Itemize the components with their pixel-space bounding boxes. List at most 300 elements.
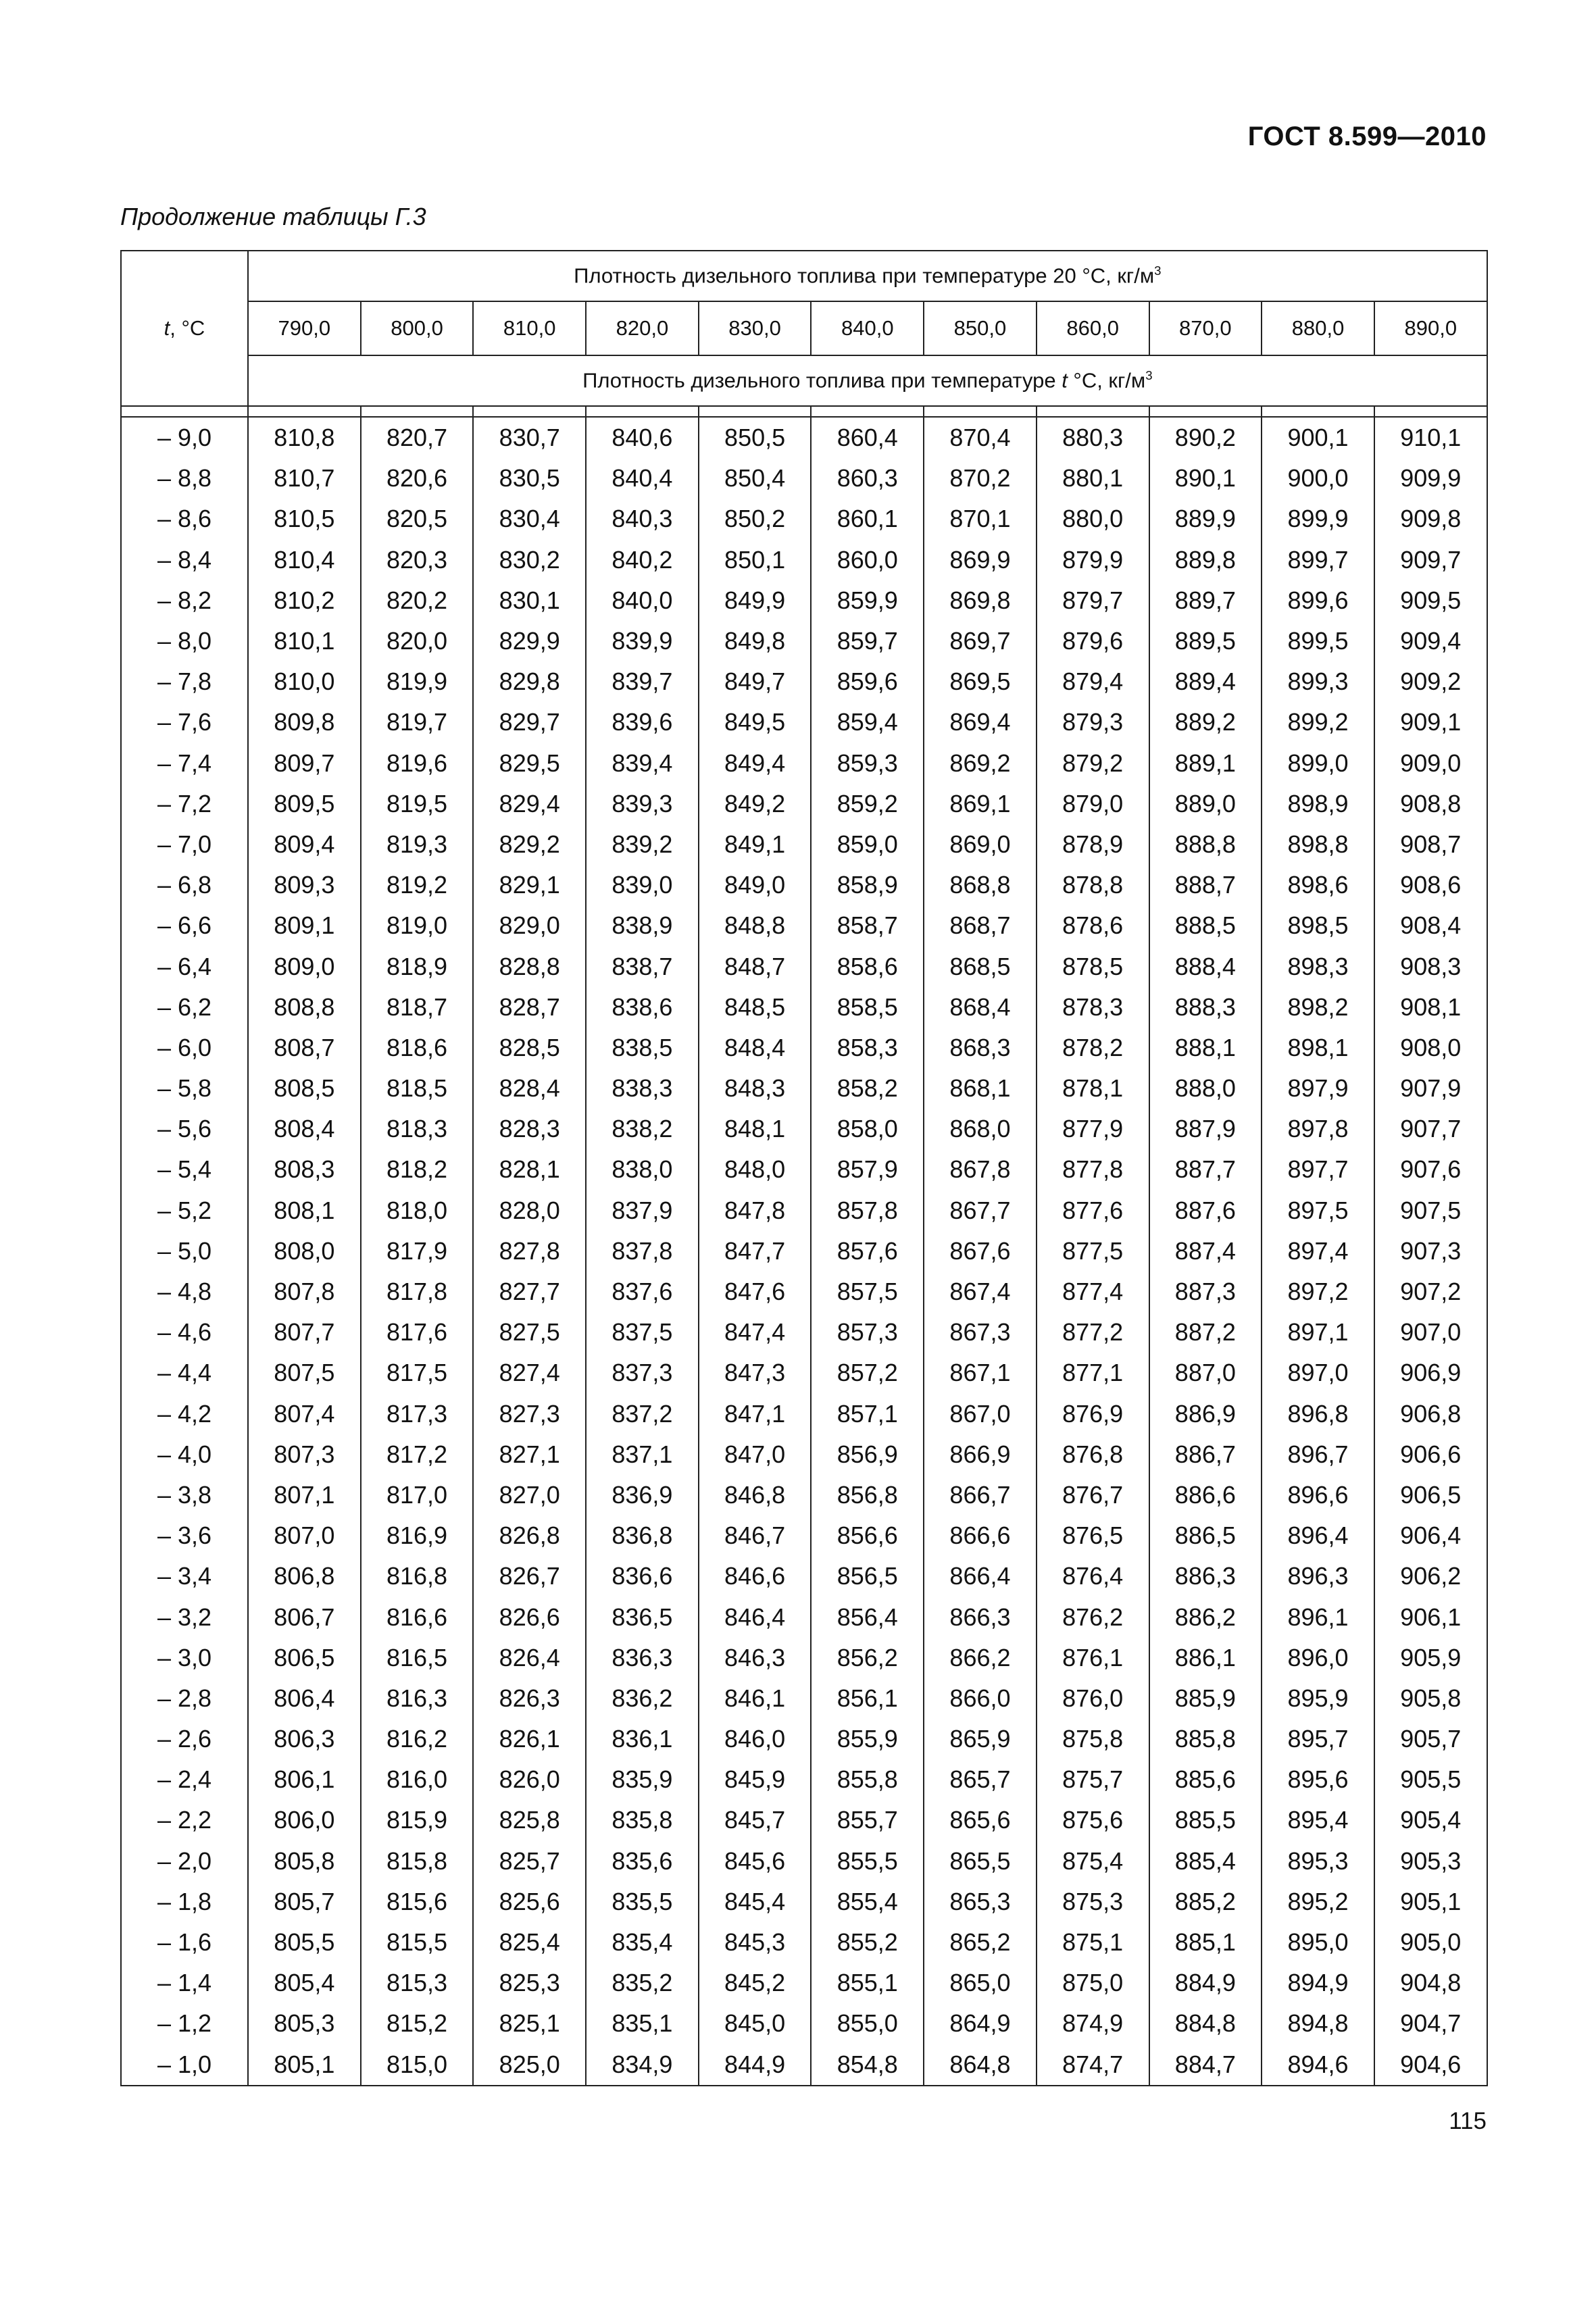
- density-cell: 868,0: [924, 1109, 1037, 1149]
- density-cell: 905,1: [1374, 1882, 1487, 1922]
- density-cell: 817,5: [361, 1353, 474, 1393]
- density-cell: 810,8: [248, 417, 361, 458]
- density-cell: 890,2: [1149, 417, 1262, 458]
- density-cell: 868,5: [924, 946, 1037, 986]
- table-row: [121, 458, 1487, 499]
- density-cell: 889,0: [1149, 784, 1262, 824]
- density-cell: 845,2: [699, 1963, 812, 2003]
- temperature-cell: – 5,2: [121, 1190, 248, 1231]
- density-cell: 898,8: [1262, 824, 1374, 865]
- density-cell: 878,8: [1037, 865, 1149, 905]
- density-cell: 855,2: [811, 1922, 924, 1963]
- density-cell: 849,7: [699, 661, 812, 702]
- temperature-cell: – 3,4: [121, 1556, 248, 1596]
- density-cell: 875,8: [1037, 1719, 1149, 1759]
- density-cell: 815,6: [361, 1882, 474, 1922]
- temperature-cell: – 1,8: [121, 1882, 248, 1922]
- table-row: [121, 702, 1487, 743]
- density-cell: 845,6: [699, 1841, 812, 1882]
- density-cell: 829,7: [473, 702, 586, 743]
- temperature-column-header: t, °C: [121, 251, 248, 406]
- density-cell: 886,2: [1149, 1596, 1262, 1637]
- density-cell: 875,4: [1037, 1841, 1149, 1882]
- temperature-cell: – 2,8: [121, 1678, 248, 1719]
- density-cell: 896,1: [1262, 1596, 1374, 1637]
- density-cell: 885,9: [1149, 1678, 1262, 1719]
- density-cell: 805,3: [248, 2003, 361, 2044]
- density-cell: 905,7: [1374, 1719, 1487, 1759]
- density-cell: 840,2: [586, 540, 699, 580]
- density-cell: 818,9: [361, 946, 474, 986]
- table-row: [121, 1556, 1487, 1596]
- density-cell: 908,1: [1374, 987, 1487, 1028]
- density-cell: 829,9: [473, 621, 586, 661]
- density-cell: 828,4: [473, 1068, 586, 1109]
- density-cell: 825,8: [473, 1800, 586, 1840]
- density-cell: 839,6: [586, 702, 699, 743]
- density-cell: 848,4: [699, 1028, 812, 1068]
- density-cell: 906,1: [1374, 1596, 1487, 1637]
- density-cell: 858,2: [811, 1068, 924, 1109]
- density-cell: 908,3: [1374, 946, 1487, 986]
- density-cell: 857,5: [811, 1272, 924, 1312]
- density-cell: 847,3: [699, 1353, 812, 1393]
- temperature-cell: – 4,6: [121, 1312, 248, 1353]
- density-cell: 875,3: [1037, 1882, 1149, 1922]
- density-cell: 835,9: [586, 1759, 699, 1800]
- density-cell: 835,2: [586, 1963, 699, 2003]
- table-row: [121, 1841, 1487, 1882]
- density-cell: 905,5: [1374, 1759, 1487, 1800]
- density-cell: 817,2: [361, 1434, 474, 1475]
- density-cell: 878,3: [1037, 987, 1149, 1028]
- density-cell: 844,9: [699, 2044, 812, 2086]
- density-cell: 895,6: [1262, 1759, 1374, 1800]
- density-cell: 816,0: [361, 1759, 474, 1800]
- density-cell: 817,3: [361, 1394, 474, 1434]
- density-cell: 869,4: [924, 702, 1037, 743]
- density-cell: 868,4: [924, 987, 1037, 1028]
- density-cell: 884,8: [1149, 2003, 1262, 2044]
- density-cell: 839,7: [586, 661, 699, 702]
- density-cell: 895,3: [1262, 1841, 1374, 1882]
- density-cell: 869,7: [924, 621, 1037, 661]
- density-cell: 855,5: [811, 1841, 924, 1882]
- density-cell: 808,1: [248, 1190, 361, 1231]
- density-cell: 839,9: [586, 621, 699, 661]
- density-cell: 909,1: [1374, 702, 1487, 743]
- density-cell: 859,9: [811, 580, 924, 621]
- density-cell: 878,5: [1037, 946, 1149, 986]
- density-cell: 840,4: [586, 458, 699, 499]
- density-cell: 898,1: [1262, 1028, 1374, 1068]
- column-header: 820,0: [586, 301, 699, 355]
- density-cell: 820,7: [361, 417, 474, 458]
- density-cell: 904,8: [1374, 1963, 1487, 2003]
- density-cell: 889,7: [1149, 580, 1262, 621]
- temperature-cell: – 1,6: [121, 1922, 248, 1963]
- density-cell: 887,9: [1149, 1109, 1262, 1149]
- density-cell: 867,6: [924, 1231, 1037, 1272]
- density-cell: 849,2: [699, 784, 812, 824]
- page-number: 115: [1449, 2108, 1487, 2134]
- header-separator: [121, 406, 1487, 417]
- table-row: [121, 1678, 1487, 1719]
- density-cell: 847,1: [699, 1394, 812, 1434]
- measured-density-header: Плотность дизельного топлива при температуре t °С, $кг/м^3$: [248, 355, 1487, 406]
- density-cell: 896,7: [1262, 1434, 1374, 1475]
- density-cell: 909,5: [1374, 580, 1487, 621]
- density-cell: 878,9: [1037, 824, 1149, 865]
- density-cell: 845,4: [699, 1882, 812, 1922]
- density-cell: 877,8: [1037, 1149, 1149, 1190]
- density-cell: 860,0: [811, 540, 924, 580]
- density-cell: 866,0: [924, 1678, 1037, 1719]
- density-cell: 876,7: [1037, 1475, 1149, 1515]
- temperature-cell: – 2,4: [121, 1759, 248, 1800]
- density-cell: 807,1: [248, 1475, 361, 1515]
- density-cell: 819,7: [361, 702, 474, 743]
- density-cell: 867,8: [924, 1149, 1037, 1190]
- density-cell: 887,3: [1149, 1272, 1262, 1312]
- density-cell: 894,8: [1262, 2003, 1374, 2044]
- density-cell: 855,8: [811, 1759, 924, 1800]
- density-cell: 877,9: [1037, 1109, 1149, 1149]
- density-cell: 897,0: [1262, 1353, 1374, 1393]
- density-cell: 826,4: [473, 1638, 586, 1678]
- density-cell: 866,7: [924, 1475, 1037, 1515]
- density-cell: 846,1: [699, 1678, 812, 1719]
- density-cell: 825,3: [473, 1963, 586, 2003]
- density-cell: 879,4: [1037, 661, 1149, 702]
- density-cell: 895,7: [1262, 1719, 1374, 1759]
- density-cell: 835,8: [586, 1800, 699, 1840]
- density-cell: 909,8: [1374, 499, 1487, 539]
- density-cell: 846,4: [699, 1596, 812, 1637]
- table-row: [121, 865, 1487, 905]
- temperature-cell: – 7,0: [121, 824, 248, 865]
- density-cell: 896,0: [1262, 1638, 1374, 1678]
- density-cell: 807,7: [248, 1312, 361, 1353]
- density-cell: 836,5: [586, 1596, 699, 1637]
- temperature-cell: – 7,8: [121, 661, 248, 702]
- density-table: [120, 250, 1488, 2086]
- density-cell: 896,8: [1262, 1394, 1374, 1434]
- density-cell: 856,5: [811, 1556, 924, 1596]
- density-cell: 900,0: [1262, 458, 1374, 499]
- density-cell: 877,5: [1037, 1231, 1149, 1272]
- density-cell: 898,5: [1262, 905, 1374, 946]
- density-cell: 849,9: [699, 580, 812, 621]
- density-cell: 845,7: [699, 1800, 812, 1840]
- density-cell: 857,9: [811, 1149, 924, 1190]
- density-cell: 865,0: [924, 1963, 1037, 2003]
- density-cell: 888,3: [1149, 987, 1262, 1028]
- density-cell: 820,3: [361, 540, 474, 580]
- table-row: [121, 1922, 1487, 1963]
- density-cell: 885,8: [1149, 1719, 1262, 1759]
- temperature-cell: – 5,4: [121, 1149, 248, 1190]
- density-cell: 858,9: [811, 865, 924, 905]
- density-cell: 878,1: [1037, 1068, 1149, 1109]
- table-row: [121, 1475, 1487, 1515]
- density-cell: 859,4: [811, 702, 924, 743]
- density-cell: 877,4: [1037, 1272, 1149, 1312]
- density-cell: 876,2: [1037, 1596, 1149, 1637]
- density-cell: 846,6: [699, 1556, 812, 1596]
- density-cell: 845,9: [699, 1759, 812, 1800]
- density-cell: 806,7: [248, 1596, 361, 1637]
- density-cell: 860,1: [811, 499, 924, 539]
- density-cell: 894,9: [1262, 1963, 1374, 2003]
- density-cell: 869,9: [924, 540, 1037, 580]
- density-cell: 838,2: [586, 1109, 699, 1149]
- table-row: [121, 743, 1487, 784]
- density-cell: 836,3: [586, 1638, 699, 1678]
- density-cell: 877,2: [1037, 1312, 1149, 1353]
- density-cell: 859,0: [811, 824, 924, 865]
- density-cell: 820,6: [361, 458, 474, 499]
- density-cell: 840,0: [586, 580, 699, 621]
- table-row: [121, 1353, 1487, 1393]
- density-cell: 837,3: [586, 1353, 699, 1393]
- density-cell: 906,9: [1374, 1353, 1487, 1393]
- density-cell: 899,6: [1262, 580, 1374, 621]
- density-cell: 907,5: [1374, 1190, 1487, 1231]
- density-cell: 907,7: [1374, 1109, 1487, 1149]
- density-cell: 856,1: [811, 1678, 924, 1719]
- density-cell: 839,0: [586, 865, 699, 905]
- temperature-cell: – 4,4: [121, 1353, 248, 1393]
- density-cell: 906,5: [1374, 1475, 1487, 1515]
- density-cell: 866,2: [924, 1638, 1037, 1678]
- density-cell: 848,1: [699, 1109, 812, 1149]
- density-cell: 809,3: [248, 865, 361, 905]
- density-cell: 866,9: [924, 1434, 1037, 1475]
- density-cell: 830,2: [473, 540, 586, 580]
- density-cell: 827,0: [473, 1475, 586, 1515]
- density-cell: 849,1: [699, 824, 812, 865]
- density-cell: 848,0: [699, 1149, 812, 1190]
- density-cell: 888,0: [1149, 1068, 1262, 1109]
- density-cell: 896,6: [1262, 1475, 1374, 1515]
- density-cell: 886,7: [1149, 1434, 1262, 1475]
- density-cell: 850,5: [699, 417, 812, 458]
- density-cell: 864,9: [924, 2003, 1037, 2044]
- density-cell: 807,8: [248, 1272, 361, 1312]
- density-cell: 886,1: [1149, 1638, 1262, 1678]
- density-cell: 908,7: [1374, 824, 1487, 865]
- density-cell: 885,6: [1149, 1759, 1262, 1800]
- table-row: [121, 1109, 1487, 1149]
- density-cell: 805,8: [248, 1841, 361, 1882]
- density-cell: 888,4: [1149, 946, 1262, 986]
- density-cell: 858,7: [811, 905, 924, 946]
- temperature-cell: – 8,6: [121, 499, 248, 539]
- density-cell: 835,5: [586, 1882, 699, 1922]
- temperature-cell: – 6,8: [121, 865, 248, 905]
- density-cell: 865,9: [924, 1719, 1037, 1759]
- temperature-cell: – 2,0: [121, 1841, 248, 1882]
- table-row: [121, 1800, 1487, 1840]
- density-cell: 895,0: [1262, 1922, 1374, 1963]
- column-header: 890,0: [1374, 301, 1487, 355]
- density-cell: 888,1: [1149, 1028, 1262, 1068]
- density-cell: 815,8: [361, 1841, 474, 1882]
- density-cell: 834,9: [586, 2044, 699, 2086]
- density-cell: 857,1: [811, 1394, 924, 1434]
- density-cell: 805,7: [248, 1882, 361, 1922]
- density-cell: 835,4: [586, 1922, 699, 1963]
- density-cell: 868,1: [924, 1068, 1037, 1109]
- density-cell: 818,7: [361, 987, 474, 1028]
- density-cell: 869,5: [924, 661, 1037, 702]
- density-cell: 868,8: [924, 865, 1037, 905]
- density-cell: 865,6: [924, 1800, 1037, 1840]
- density-cell: 875,7: [1037, 1759, 1149, 1800]
- density-cell: 908,0: [1374, 1028, 1487, 1068]
- column-header: 880,0: [1262, 301, 1374, 355]
- table-row: [121, 784, 1487, 824]
- density-cell: 906,6: [1374, 1434, 1487, 1475]
- density-cell: 909,4: [1374, 621, 1487, 661]
- density-cell: 876,9: [1037, 1394, 1149, 1434]
- density-cell: 827,1: [473, 1434, 586, 1475]
- density-cell: 838,6: [586, 987, 699, 1028]
- density-cell: 850,2: [699, 499, 812, 539]
- density-cell: 826,0: [473, 1759, 586, 1800]
- density-cell: 874,9: [1037, 2003, 1149, 2044]
- table-row: [121, 1149, 1487, 1190]
- temperature-cell: – 2,2: [121, 1800, 248, 1840]
- temperature-cell: – 7,2: [121, 784, 248, 824]
- temperature-cell: – 3,8: [121, 1475, 248, 1515]
- density-cell: 839,3: [586, 784, 699, 824]
- density-cell: 889,5: [1149, 621, 1262, 661]
- density-cell: 905,8: [1374, 1678, 1487, 1719]
- density-cell: 879,2: [1037, 743, 1149, 784]
- density-cell: 884,7: [1149, 2044, 1262, 2086]
- table-row: [121, 1434, 1487, 1475]
- density-cell: 889,2: [1149, 702, 1262, 743]
- density-cell: 860,3: [811, 458, 924, 499]
- table-row: [121, 417, 1487, 458]
- density-cell: 907,3: [1374, 1231, 1487, 1272]
- density-cell: 825,1: [473, 2003, 586, 2044]
- density-cell: 899,0: [1262, 743, 1374, 784]
- density-cell: 898,6: [1262, 865, 1374, 905]
- density-cell: 859,6: [811, 661, 924, 702]
- density-cell: 808,4: [248, 1109, 361, 1149]
- density-cell: 905,0: [1374, 1922, 1487, 1963]
- density-cell: 829,8: [473, 661, 586, 702]
- density-cell: 809,4: [248, 824, 361, 865]
- density-cell: 838,9: [586, 905, 699, 946]
- density-cell: 856,6: [811, 1515, 924, 1556]
- density-cell: 835,1: [586, 2003, 699, 2044]
- density-cell: 879,0: [1037, 784, 1149, 824]
- density-cell: 828,7: [473, 987, 586, 1028]
- density-cell: 875,6: [1037, 1800, 1149, 1840]
- density-cell: 848,5: [699, 987, 812, 1028]
- density-cell: 855,4: [811, 1882, 924, 1922]
- density-cell: 826,1: [473, 1719, 586, 1759]
- density-cell: 886,6: [1149, 1475, 1262, 1515]
- density-cell: 818,5: [361, 1068, 474, 1109]
- column-header: 830,0: [699, 301, 812, 355]
- density-cell: 807,5: [248, 1353, 361, 1393]
- density-cell: 805,5: [248, 1922, 361, 1963]
- density-cell: 889,8: [1149, 540, 1262, 580]
- table-row: [121, 1596, 1487, 1637]
- temperature-cell: – 1,0: [121, 2044, 248, 2086]
- density-cell: 880,0: [1037, 499, 1149, 539]
- density-cell: 818,3: [361, 1109, 474, 1149]
- temperature-cell: – 8,2: [121, 580, 248, 621]
- density-cell: 835,6: [586, 1841, 699, 1882]
- density-cell: 825,6: [473, 1882, 586, 1922]
- density-cell: 869,2: [924, 743, 1037, 784]
- density-cell: 847,0: [699, 1434, 812, 1475]
- density-cell: 828,3: [473, 1109, 586, 1149]
- density-cell: 899,2: [1262, 702, 1374, 743]
- density-cell: 885,5: [1149, 1800, 1262, 1840]
- table-row: [121, 824, 1487, 865]
- density-cell: 826,7: [473, 1556, 586, 1596]
- standard-code: ГОСТ 8.599—2010: [1247, 122, 1487, 151]
- density-cell: 837,6: [586, 1272, 699, 1312]
- density-cell: 847,7: [699, 1231, 812, 1272]
- density-cell: 810,5: [248, 499, 361, 539]
- density-cell: 877,1: [1037, 1353, 1149, 1393]
- density-cell: 836,1: [586, 1719, 699, 1759]
- density-cell: 895,4: [1262, 1800, 1374, 1840]
- density-cell: 809,8: [248, 702, 361, 743]
- density-cell: 899,9: [1262, 499, 1374, 539]
- density-cell: 828,1: [473, 1149, 586, 1190]
- density-cell: 829,4: [473, 784, 586, 824]
- table-row: [121, 1190, 1487, 1231]
- density-cell: 859,7: [811, 621, 924, 661]
- table-row: [121, 1272, 1487, 1312]
- table-row: [121, 580, 1487, 621]
- density-cell: 887,6: [1149, 1190, 1262, 1231]
- density-cell: 876,1: [1037, 1638, 1149, 1678]
- density-cell: 809,1: [248, 905, 361, 946]
- density-cell: 909,9: [1374, 458, 1487, 499]
- density-cell: 816,5: [361, 1638, 474, 1678]
- density-cell: 858,0: [811, 1109, 924, 1149]
- density-cell: 827,8: [473, 1231, 586, 1272]
- density-cell: 847,6: [699, 1272, 812, 1312]
- density-cell: 845,3: [699, 1922, 812, 1963]
- density-cell: 867,7: [924, 1190, 1037, 1231]
- density-cell: 884,9: [1149, 1963, 1262, 2003]
- density-cell: 857,3: [811, 1312, 924, 1353]
- temperature-cell: – 1,4: [121, 1963, 248, 2003]
- table-row: [121, 661, 1487, 702]
- table-row: [121, 1882, 1487, 1922]
- density-cell: 810,7: [248, 458, 361, 499]
- density-cell: 839,4: [586, 743, 699, 784]
- density-cell: 819,3: [361, 824, 474, 865]
- density-cell: 906,2: [1374, 1556, 1487, 1596]
- density-cell: 909,0: [1374, 743, 1487, 784]
- density-cell: 870,4: [924, 417, 1037, 458]
- density-cell: 836,9: [586, 1475, 699, 1515]
- density-cell: 898,2: [1262, 987, 1374, 1028]
- temperature-cell: – 3,0: [121, 1638, 248, 1678]
